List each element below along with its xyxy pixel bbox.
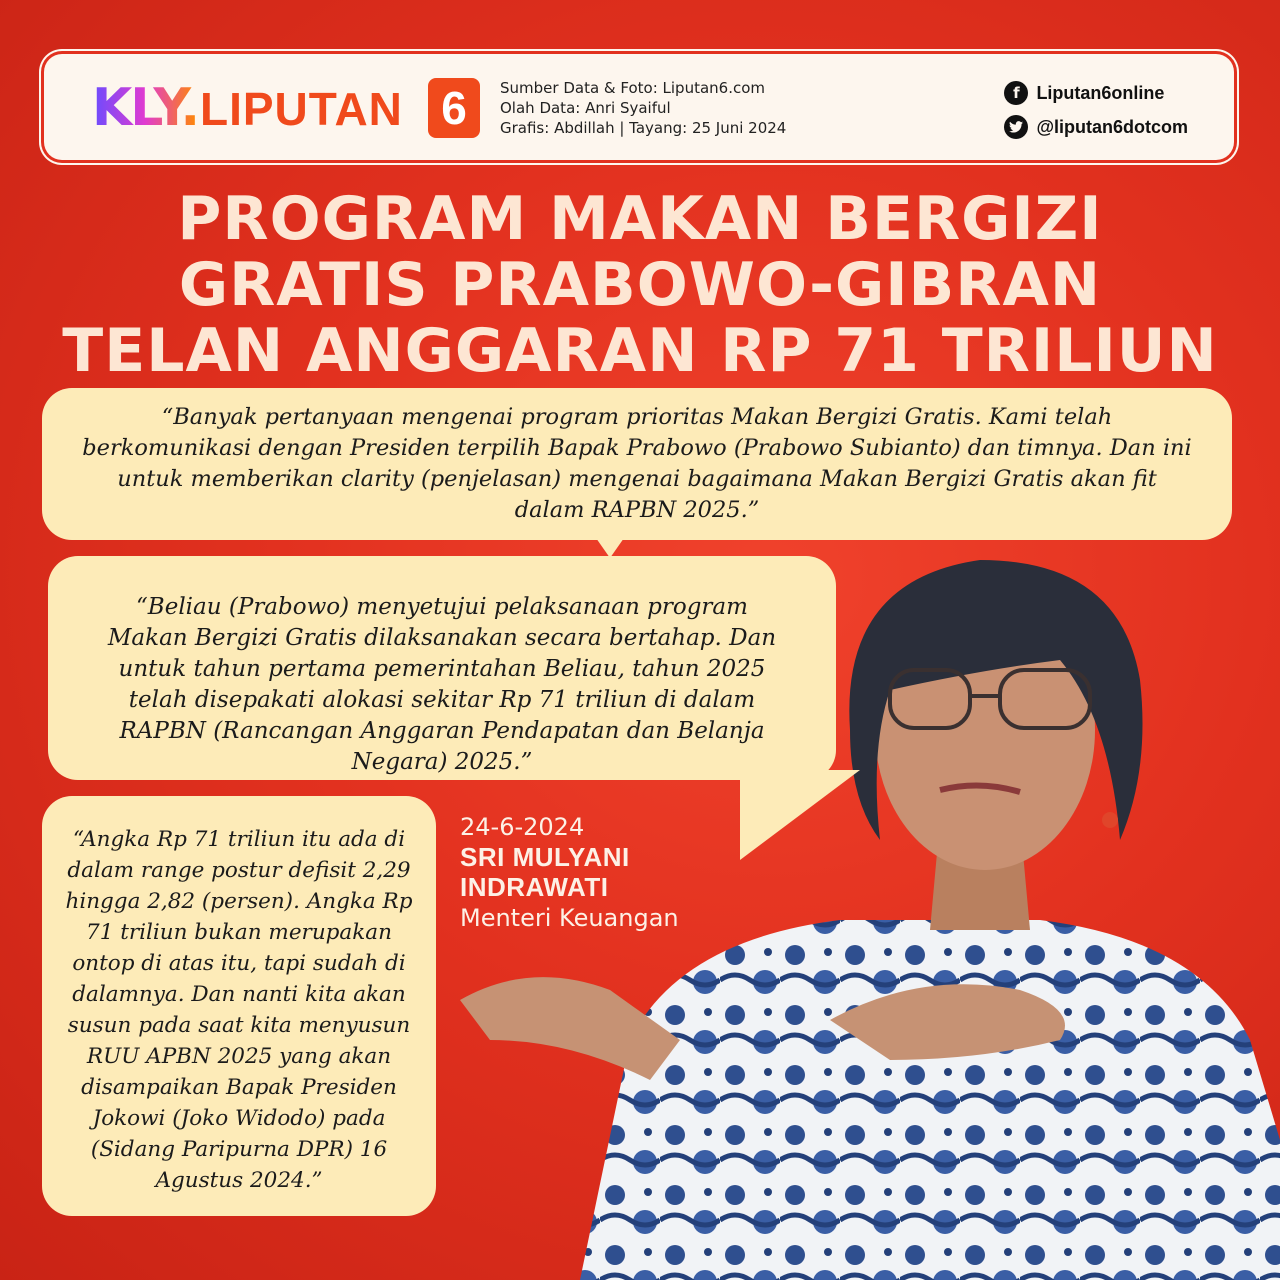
- quote-date: 24-6-2024: [460, 813, 585, 841]
- quote-bubble-2-tail: [740, 770, 860, 860]
- headline-line-2: GRATIS PRABOWO-GIBRAN: [178, 250, 1102, 320]
- credit-graphics: Grafis: Abdillah | Tayang: 25 Juni 2024: [500, 119, 787, 137]
- speaker-name-line-1: SRI MULYANI: [460, 842, 630, 872]
- kly-logo: KLY.: [92, 78, 199, 138]
- twitter-handle: @liputan6dotcom: [1036, 116, 1188, 137]
- quote-bubble-2: “Beliau (Prabowo) menyetujui pelaksanaan program Makan Bergizi Gratis dilaksanakan secara bertahap. Dan untuk tahun pertama pemerintahan Beliau, tahun 2025 telah disepakati alokasi sekitar Rp 71 triliun di dalam RAPBN (Rancangan Anggaran Pendapatan dan Belanja Negara) 2025.”: [48, 556, 836, 780]
- liputan-logo-text: LIPUTAN: [200, 83, 403, 135]
- facebook-icon: f: [1004, 81, 1028, 105]
- social-links: [1004, 78, 1188, 146]
- credit-source: Sumber Data & Foto: Liputan6.com: [500, 79, 766, 97]
- quote-bubble-1-tail: [596, 538, 624, 558]
- credits: [500, 78, 786, 138]
- headline: [0, 186, 1280, 384]
- facebook-link[interactable]: [1004, 78, 1188, 108]
- liputan6-logo-badge: 6: [428, 78, 480, 138]
- headline-line-1: PROGRAM MAKAN BERGIZI: [177, 184, 1103, 254]
- header-banner: [48, 58, 1230, 156]
- headline-line-3: TELAN ANGGARAN RP 71 TRILIUN: [62, 316, 1218, 386]
- credit-data: Olah Data: Anri Syaiful: [500, 99, 671, 117]
- quote-bubble-1: “Banyak pertanyaan mengenai program prioritas Makan Bergizi Gratis. Kami telah berkomunikasi dengan Presiden terpilih Bapak Prabowo (Prabowo Subianto) dan timnya. Dan ini untuk memberikan clarity (penjelasan) mengenai bagaimana Makan Bergizi Gratis akan fit dalam RAPBN 2025.”: [42, 388, 1232, 540]
- speaker-role: Menteri Keuangan: [460, 904, 679, 932]
- speaker-caption: [460, 812, 679, 934]
- quote-bubble-3: “Angka Rp 71 triliun itu ada di dalam range postur defisit 2,29 hingga 2,82 (persen). Angka Rp 71 triliun bukan merupakan ontop di atas itu, tapi sudah di dalamnya. Dan nanti kita akan susun pada saat kita menyusun RUU APBN 2025 yang akan disampaikan Bapak Presiden Jokowi (Joko Widodo) pada (Sidang Paripurna DPR) 16 Agustus 2024.”: [42, 796, 436, 1216]
- speaker-name-line-2: INDRAWATI: [460, 872, 609, 902]
- twitter-icon: [1004, 115, 1028, 139]
- facebook-handle: Liputan6online: [1036, 82, 1165, 103]
- twitter-link[interactable]: [1004, 112, 1188, 142]
